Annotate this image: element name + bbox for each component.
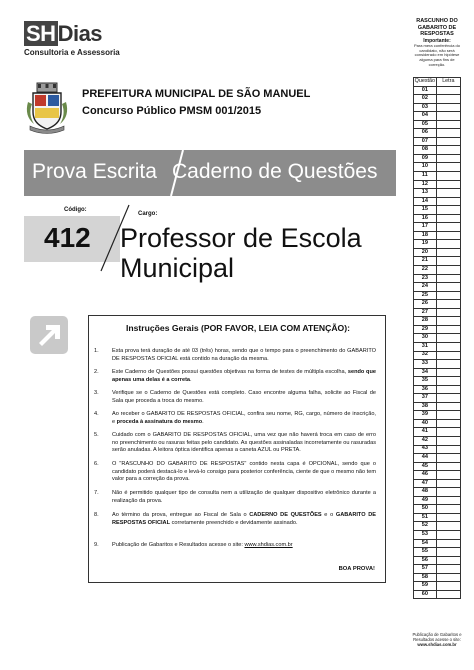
- strip-note-line: alguma para fins de: [419, 57, 455, 63]
- question-number: 13: [414, 189, 437, 198]
- strip-footer-line: Resultados acesse o site:: [413, 637, 461, 642]
- question-number: 29: [414, 325, 437, 334]
- answer-letter-cell[interactable]: [436, 86, 460, 95]
- answer-row: [414, 419, 461, 428]
- answer-letter-cell[interactable]: [436, 530, 460, 539]
- answer-letter-cell[interactable]: [436, 385, 460, 394]
- answer-grid: [413, 77, 461, 599]
- instruction-number: 9.: [94, 542, 99, 548]
- answer-row: [414, 266, 461, 275]
- question-number: 04: [414, 112, 437, 121]
- answer-row: [414, 300, 461, 309]
- question-number: 40: [414, 419, 437, 428]
- instruction-number: 7.: [94, 490, 99, 496]
- answer-letter-cell[interactable]: [436, 454, 460, 463]
- question-number: 22: [414, 266, 437, 275]
- answer-letter-cell[interactable]: [436, 137, 460, 146]
- instruction-fragment: e o: [321, 512, 336, 518]
- instruction-fragment: corretamente preenchido e devidamente assinado.: [170, 519, 298, 526]
- answer-row: [414, 172, 461, 181]
- page-title: PREFEITURA MUNICIPAL DE SÃO MANUEL: [82, 88, 311, 100]
- answer-strip-footer: [408, 632, 466, 647]
- instruction-fragment: .: [202, 418, 204, 425]
- instruction-fragment: Ao receber o GABARITO DE RESPOSTAS OFICIAL, confira seu nome, RG, cargo, número de inscrição, e: [112, 411, 376, 425]
- answer-letter-cell[interactable]: [436, 206, 460, 215]
- answer-letter-cell[interactable]: [436, 172, 460, 181]
- page-subtitle: Concurso Público PMSM 001/2015: [82, 105, 262, 117]
- question-number: 43: [414, 445, 437, 454]
- instruction-fragment: Ao término da prova, entregue ao Fiscal de Sala o: [112, 512, 250, 518]
- answer-letter-cell[interactable]: [436, 411, 460, 420]
- instruction-text: [112, 432, 376, 455]
- answer-row: [414, 573, 461, 582]
- answer-letter-cell[interactable]: [436, 488, 460, 497]
- question-number: 52: [414, 522, 437, 531]
- answer-letter-cell[interactable]: [436, 582, 460, 591]
- strip-title-line: RESPOSTAS: [420, 31, 454, 38]
- question-number: 09: [414, 154, 437, 163]
- exam-banner: [24, 150, 396, 196]
- answer-row: [414, 163, 461, 172]
- answer-row: [414, 505, 461, 514]
- answer-letter-cell[interactable]: [436, 590, 460, 599]
- answer-row: [414, 411, 461, 420]
- question-number: 06: [414, 129, 437, 138]
- question-number: 21: [414, 257, 437, 266]
- answer-row: [414, 240, 461, 249]
- instruction-fragment: Não é permitido qualquer tipo de consulta nem a utilização de qualquer dispositivo eletrônico durante a realização da prova.: [112, 490, 376, 504]
- answer-letter-cell[interactable]: [436, 103, 460, 112]
- code-label: Código:: [64, 207, 87, 213]
- question-number: 49: [414, 496, 437, 505]
- answer-letter-cell[interactable]: [436, 539, 460, 548]
- question-number: 54: [414, 539, 437, 548]
- logo-subtitle: Consultoria e Assessoria: [24, 48, 120, 57]
- question-number: 08: [414, 146, 437, 155]
- answer-row: [414, 214, 461, 223]
- instruction-fragment: Cuidado com o GABARITO DE RESPOSTAS OFICIAL, uma vez que não haverá troca em caso de erro no preenchimento ou rasuras feitas pelo candidato. As questões assinaladas incorretamente ou rasuradas serão anuladas. A leitora óptica identifica apenas a caneta AZUL ou PRETA.: [112, 432, 376, 453]
- instruction-text: [112, 411, 376, 426]
- answer-letter-cell[interactable]: [436, 522, 460, 531]
- answer-letter-cell[interactable]: [436, 95, 460, 104]
- answer-row: [414, 283, 461, 292]
- answer-letter-cell[interactable]: [436, 351, 460, 360]
- question-number: 57: [414, 565, 437, 574]
- instruction-text: [112, 512, 376, 527]
- answer-letter-cell[interactable]: [436, 513, 460, 522]
- cargo-label: Cargo:: [138, 211, 158, 217]
- instruction-text: [112, 542, 376, 550]
- exam-code: 412: [44, 222, 91, 253]
- question-number: 46: [414, 471, 437, 480]
- question-number: 30: [414, 334, 437, 343]
- answer-letter-cell[interactable]: [436, 197, 460, 206]
- question-number: 33: [414, 360, 437, 369]
- answer-row: [414, 462, 461, 471]
- question-number: 25: [414, 291, 437, 300]
- question-number: 53: [414, 530, 437, 539]
- instruction-fragment: Este Caderno de Questões possui questões objetivas na forma de testes de múltipla escolha,: [112, 369, 348, 375]
- question-number: 07: [414, 137, 437, 146]
- answer-row: [414, 539, 461, 548]
- website-link[interactable]: www.shdias.com.br: [244, 542, 293, 548]
- instruction-fragment: .: [190, 376, 192, 383]
- answer-letter-cell[interactable]: [436, 548, 460, 557]
- answer-row: [414, 189, 461, 198]
- instruction-text: [112, 369, 376, 384]
- strip-title-line: GABARITO DE: [417, 24, 457, 31]
- strip-footer-line: Publicação de Gabaritos e: [412, 632, 462, 637]
- question-number: 11: [414, 172, 437, 181]
- question-number: 28: [414, 317, 437, 326]
- question-number: 39: [414, 411, 437, 420]
- answer-letter-cell[interactable]: [436, 573, 460, 582]
- strip-footer-site: [408, 642, 466, 647]
- answer-row: [414, 590, 461, 599]
- answer-row: [414, 308, 461, 317]
- question-number: 15: [414, 206, 437, 215]
- instruction-emphasis: GABARITO DE RESPOSTAS OFICIAL: [112, 512, 376, 526]
- question-number: 34: [414, 368, 437, 377]
- answer-letter-cell[interactable]: [436, 317, 460, 326]
- answer-letter-cell[interactable]: [436, 300, 460, 309]
- question-number: 37: [414, 394, 437, 403]
- question-number: 03: [414, 103, 437, 112]
- answer-row: [414, 556, 461, 565]
- question-number: 12: [414, 180, 437, 189]
- answer-letter-cell[interactable]: [436, 325, 460, 334]
- answer-row: [414, 137, 461, 146]
- answer-row: [414, 428, 461, 437]
- answer-letter-cell[interactable]: [436, 291, 460, 300]
- question-column-header: Questão: [414, 78, 437, 87]
- municipal-crest-icon: [24, 82, 70, 134]
- answer-letter-cell[interactable]: [436, 377, 460, 386]
- question-number: 41: [414, 428, 437, 437]
- instruction-emphasis: sendo que apenas uma delas é a correta: [112, 369, 376, 383]
- question-number: 10: [414, 163, 437, 172]
- instruction-text: [112, 461, 376, 484]
- answer-row: [414, 513, 461, 522]
- answer-letter-cell[interactable]: [436, 257, 460, 266]
- logo-mark-dias: Dias: [57, 21, 103, 46]
- answer-letter-cell[interactable]: [436, 231, 460, 240]
- question-number: 45: [414, 462, 437, 471]
- question-number: 17: [414, 223, 437, 232]
- answer-letter-cell[interactable]: [436, 146, 460, 155]
- signoff-text: BOA PROVA!: [338, 566, 375, 572]
- answer-row: [414, 548, 461, 557]
- instruction-number: 2.: [94, 369, 99, 375]
- instruction-number: 8.: [94, 512, 99, 518]
- answer-row: [414, 436, 461, 445]
- question-number: 47: [414, 479, 437, 488]
- question-number: 48: [414, 488, 437, 497]
- strip-note-line: correção.: [428, 61, 446, 67]
- answer-row: [414, 496, 461, 505]
- question-number: 27: [414, 308, 437, 317]
- answer-letter-cell[interactable]: [436, 436, 460, 445]
- answer-letter-cell[interactable]: [436, 342, 460, 351]
- instruction-number: 4.: [94, 411, 99, 417]
- answer-row: [414, 248, 461, 257]
- answer-row: [414, 565, 461, 574]
- question-number: 24: [414, 283, 437, 292]
- answer-row: [414, 402, 461, 411]
- company-logo: [24, 22, 134, 62]
- answer-letter-cell[interactable]: [436, 223, 460, 232]
- question-number: 55: [414, 548, 437, 557]
- instruction-text: [112, 490, 376, 505]
- answer-row: [414, 154, 461, 163]
- instruction-number: 3.: [94, 390, 99, 396]
- answer-letter-cell[interactable]: [436, 565, 460, 574]
- answer-row: [414, 454, 461, 463]
- instructions-box: [88, 315, 386, 583]
- answer-row: [414, 86, 461, 95]
- strip-title-line: RASCUNHO DO: [416, 18, 458, 24]
- question-number: 56: [414, 556, 437, 565]
- question-number: 23: [414, 274, 437, 283]
- question-number: 35: [414, 377, 437, 386]
- answer-row: [414, 206, 461, 215]
- answer-letter-cell[interactable]: [436, 129, 460, 138]
- strip-note-line: considerado em hipótese: [414, 52, 460, 58]
- answer-row: [414, 377, 461, 386]
- question-number: 59: [414, 582, 437, 591]
- letter-column-header: Letra: [436, 78, 460, 87]
- answer-row: [414, 257, 461, 266]
- answer-row: [414, 530, 461, 539]
- cargo-name-line2: Municipal: [120, 253, 235, 283]
- answer-row: [414, 351, 461, 360]
- instruction-fragment: Esta prova terá duração de até 03 (três) horas, sendo que o tempo para o preenchimento do GABARITO DE RESPOSTAS OFICIAL está contido na duração da mesma.: [112, 348, 376, 362]
- question-number: 14: [414, 197, 437, 206]
- answer-row: [414, 180, 461, 189]
- answer-letter-cell[interactable]: [436, 274, 460, 283]
- answer-letter-cell[interactable]: [436, 505, 460, 514]
- answer-letter-cell[interactable]: [436, 214, 460, 223]
- answer-row: [414, 471, 461, 480]
- answer-letter-cell[interactable]: [436, 283, 460, 292]
- answer-letter-cell[interactable]: [436, 308, 460, 317]
- strip-footer-link[interactable]: www.shdias.com.br: [417, 642, 457, 647]
- question-number: 26: [414, 300, 437, 309]
- arrow-icon: [30, 316, 68, 354]
- instruction-number: 1.: [94, 348, 99, 354]
- answer-letter-cell[interactable]: [436, 266, 460, 275]
- answer-letter-cell[interactable]: [436, 496, 460, 505]
- question-number: 44: [414, 454, 437, 463]
- answer-row: [414, 368, 461, 377]
- answer-letter-cell[interactable]: [436, 334, 460, 343]
- strip-important: Importante:: [423, 37, 451, 44]
- answer-row: [414, 291, 461, 300]
- instruction-text: [112, 348, 376, 363]
- instruction-fragment: Verifique se o Caderno de Questões está completo. Caso encontre alguma falha, solicite ao Fiscal de Sala que proceda a troca do mesmo.: [112, 390, 376, 404]
- question-number: 16: [414, 214, 437, 223]
- answer-letter-cell[interactable]: [436, 556, 460, 565]
- answer-letter-cell[interactable]: [436, 402, 460, 411]
- answer-row: [414, 146, 461, 155]
- answer-row: [414, 445, 461, 454]
- answer-letter-cell[interactable]: [436, 112, 460, 121]
- answer-row: [414, 488, 461, 497]
- logo-mark: [24, 22, 102, 46]
- answer-row: [414, 385, 461, 394]
- question-number: 20: [414, 248, 437, 257]
- question-number: 58: [414, 573, 437, 582]
- question-number: 05: [414, 120, 437, 129]
- answer-row: [414, 522, 461, 531]
- answer-row: [414, 334, 461, 343]
- answer-letter-cell[interactable]: [436, 445, 460, 454]
- answer-row: [414, 394, 461, 403]
- answer-row: [414, 342, 461, 351]
- answer-row: [414, 112, 461, 121]
- question-number: 36: [414, 385, 437, 394]
- answer-row: [414, 103, 461, 112]
- instruction-fragment: Publicação de Gabaritos e Resultados acesse o site:: [112, 542, 245, 548]
- question-number: 31: [414, 342, 437, 351]
- answer-row: [414, 223, 461, 232]
- answer-row: [414, 95, 461, 104]
- answer-letter-cell[interactable]: [436, 120, 460, 129]
- question-number: 32: [414, 351, 437, 360]
- instruction-fragment: O "RASCUNHO DO GABARITO DE RESPOSTAS" contido nesta capa é OPCIONAL, sendo que o candidato poderá destacá-lo e levá-lo consigo para posterior conferência, ciente de que o mesmo não tem valor para a correção da prova.: [112, 461, 376, 482]
- answer-row: [414, 360, 461, 369]
- question-number: 38: [414, 402, 437, 411]
- answer-letter-cell[interactable]: [436, 248, 460, 257]
- answer-letter-cell[interactable]: [436, 462, 460, 471]
- answer-letter-cell[interactable]: [436, 419, 460, 428]
- strip-note-line: candidato, não será: [419, 47, 455, 53]
- answer-grid-body: [414, 86, 461, 599]
- answer-letter-cell[interactable]: [436, 360, 460, 369]
- question-number: 01: [414, 86, 437, 95]
- answer-letter-cell[interactable]: [436, 394, 460, 403]
- answer-row: [414, 120, 461, 129]
- answer-letter-cell[interactable]: [436, 180, 460, 189]
- instruction-emphasis: CADERNO DE QUESTÕES: [249, 512, 322, 518]
- instruction-emphasis: proceda à assinatura do mesmo: [116, 418, 203, 425]
- answer-letter-cell[interactable]: [436, 163, 460, 172]
- answer-letter-cell[interactable]: [436, 154, 460, 163]
- answer-row: [414, 325, 461, 334]
- question-number: 19: [414, 240, 437, 249]
- answer-row: [414, 274, 461, 283]
- cargo-name-line1: Professor de Escola: [120, 223, 362, 253]
- question-number: 02: [414, 95, 437, 104]
- answer-row: [414, 231, 461, 240]
- answer-row: [414, 582, 461, 591]
- banner-left-text: Prova Escrita: [32, 160, 157, 183]
- answer-grid-header: [414, 78, 461, 87]
- logo-mark-sh: SH: [26, 21, 56, 46]
- banner-right-text: Caderno de Questões: [172, 160, 378, 183]
- answer-letter-cell[interactable]: [436, 471, 460, 480]
- answer-row: [414, 129, 461, 138]
- instructions-title: Instruções Gerais (POR FAVOR, LEIA COM ATENÇÃO):: [126, 323, 350, 333]
- answer-row: [414, 197, 461, 206]
- answer-row: [414, 479, 461, 488]
- instruction-number: 5.: [94, 432, 99, 438]
- answer-letter-cell[interactable]: [436, 428, 460, 437]
- answer-row: [414, 317, 461, 326]
- instruction-text: [112, 390, 376, 405]
- question-number: 51: [414, 513, 437, 522]
- instruction-number: 6.: [94, 461, 99, 467]
- answer-letter-cell[interactable]: [436, 368, 460, 377]
- answer-strip-header: [408, 18, 466, 68]
- question-number: 50: [414, 505, 437, 514]
- strip-note-line: Para mera conferência do: [413, 42, 461, 48]
- answer-letter-cell[interactable]: [436, 479, 460, 488]
- question-number: 42: [414, 436, 437, 445]
- question-number: 60: [414, 590, 437, 599]
- answer-letter-cell[interactable]: [436, 189, 460, 198]
- question-number: 18: [414, 231, 437, 240]
- answer-letter-cell[interactable]: [436, 240, 460, 249]
